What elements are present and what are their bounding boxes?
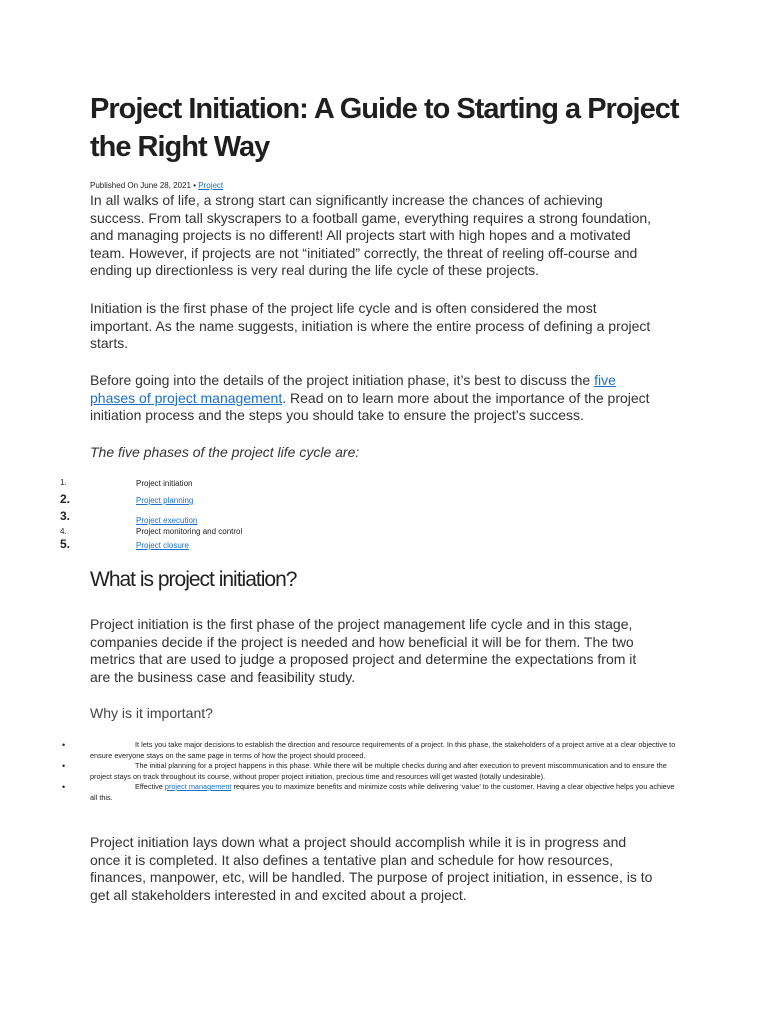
phase-link-closure[interactable]: Project closure	[136, 541, 189, 550]
phases-intro: The five phases of the project life cycle are:	[90, 444, 360, 460]
section-heading: What is project initiation?	[90, 568, 297, 591]
bullet-text-after: requires you to maximize benefits and minimize costs while delivering ‘value’ to the customer. Having a clear objective helps you achieve all this.	[90, 782, 675, 802]
category-link[interactable]: Project	[198, 181, 224, 190]
bullet-icon: •	[62, 740, 66, 750]
publish-date: Published On June 28, 2021 •	[90, 181, 199, 190]
phase-link-execution[interactable]: Project execution	[136, 516, 198, 525]
list-number: 3.	[60, 509, 71, 523]
list-number: 1.	[60, 478, 67, 487]
bullet-icon: •	[62, 782, 66, 792]
importance-list	[62, 740, 682, 803]
page-title: Project Initiation: A Guide to Starting a Project the Right Way	[90, 93, 679, 163]
phase-label: Project monitoring and control	[136, 527, 243, 536]
bullet-text: The initial planning for a project happens in this phase. While there will be multiple checks during and after execution to prevent miscommunication and to ensure the project stays on track throughout its course, without proper project initiation, precious time and resources will get wasted (totally undesirable).	[90, 761, 667, 781]
closing-paragraph: Project initiation lays down what a project should accomplish while it is in progress and once it is completed. It also defines a tentative plan and schedule for how resources, finances, manpower, etc, will be handled. The purpose of project initiation, in essence, is to get all stakeholders interested in and excited about a project.	[90, 834, 653, 903]
phase-link-planning[interactable]: Project planning	[136, 496, 194, 505]
list-item	[62, 782, 682, 803]
phases-text-after: . Read on to learn more about the importance of the project initiation process and the steps you should take to ensure the project’s success.	[90, 389, 650, 423]
phases-paragraph	[90, 372, 660, 425]
phase-label: Project initiation	[136, 479, 193, 488]
definition-paragraph: Project initiation is the first phase of the project management life cycle and in this stage, companies decide if the project is needed and how beneficial it will be for them. The two metrics that are used to judge a proposed project and determine the expectations from it are the business case and feasibility study.	[90, 616, 637, 685]
project-management-link[interactable]: project management	[164, 782, 232, 791]
bullet-text: It lets you take major decisions to establish the direction and resource requirements of a project. In this phase, the stakeholders of a project arrive at a clear objective to ensure everyone stays on the same page in terms of how the project should proceed.	[90, 740, 676, 760]
subheading: Why is it important?	[90, 705, 213, 721]
list-number: 4.	[60, 527, 67, 536]
bullet-text-before: Effective	[135, 782, 165, 791]
bullet-icon: •	[62, 761, 66, 771]
list-number: 2.	[60, 492, 71, 506]
publish-meta	[90, 181, 223, 190]
phases-text-before: Before going into the details of the project initiation phase, it’s best to discuss the	[90, 372, 595, 388]
list-item	[62, 740, 682, 761]
five-phases-link[interactable]: five phases of project management	[90, 372, 616, 406]
list-number: 5.	[60, 537, 71, 551]
initiation-paragraph: Initiation is the first phase of the project life cycle and is often considered the most important. As the name suggests, initiation is where the entire process of defining a project starts.	[90, 300, 651, 351]
intro-paragraph: In all walks of life, a strong start can significantly increase the chances of achieving success. From tall skyscrapers to a football game, everything requires a strong foundation, and managing projects is no different! All projects start with high hopes and a motivated team. However, if projects are not “initiated” correctly, the threat of reeling off-course and ending up directionless is very real during the life cycle of these projects.	[90, 192, 652, 278]
list-item	[62, 761, 682, 782]
